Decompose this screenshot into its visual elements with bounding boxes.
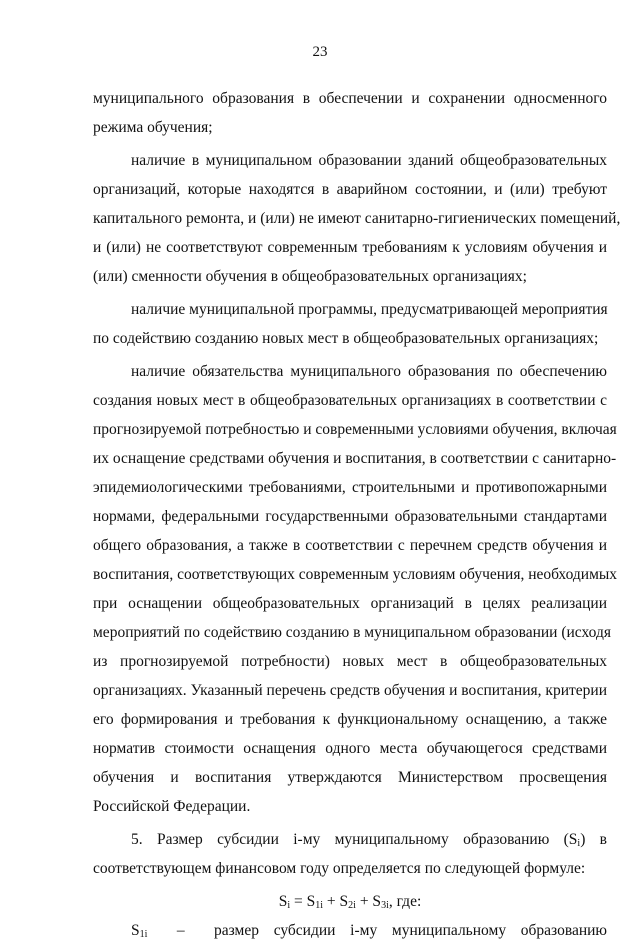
- text-line: мероприятий по содействию созданию в муниципальном образовании (исходя: [93, 624, 611, 641]
- definition-line: $S_{1i}$ – размер субсидии i-му муниципальному образованию: [131, 922, 607, 940]
- paragraph: [93, 825, 607, 883]
- formula: $S_i = S_{1i} + S_{2i} + S_{3i}$, где:: [278, 893, 422, 911]
- paragraph: [93, 84, 607, 142]
- text-line: обучения и воспитания утверждаются Министерством просвещения: [93, 769, 607, 786]
- text-line: капитального ремонта, и (или) не имеют санитарно-гигиенических помещений,: [93, 210, 621, 227]
- text-line: соответствующем финансовом году определяется по следующей формуле:: [93, 860, 586, 877]
- paragraph: [93, 357, 618, 821]
- text-line: прогнозируемой потребностью и современными условиями обучения, включая: [93, 421, 617, 438]
- text-line: при оснащении общеобразовательных организаций в целях реализации: [93, 595, 607, 612]
- text-line: Российской Федерации.: [93, 798, 251, 815]
- page-number: 23: [312, 44, 328, 60]
- text-line: муниципального образования в обеспечении и сохранении односменного: [93, 90, 607, 107]
- text-line: общего образования, а также в соответствии с перечнем средств обучения и: [93, 537, 607, 554]
- text-line: эпидемиологическими требованиями, строительными и противопожарными: [93, 479, 607, 496]
- text-line: по содействию созданию новых мест в общеобразовательных организациях;: [93, 330, 599, 347]
- text-line: 5. Размер субсидии i-му муниципальному образованию $(S_i)$ в: [131, 831, 608, 849]
- text-line: организаций, которые находятся в аварийном состоянии, и (или) требуют: [93, 181, 607, 198]
- text-line: наличие муниципальной программы, предусматривающей мероприятия: [131, 301, 608, 318]
- text-line: организациях. Указанный перечень средств обучения и воспитания, критерии: [93, 682, 607, 699]
- text-line: нормами, федеральными государственными образовательными стандартами: [93, 508, 607, 525]
- text-line: его формирования и требования к функциональному оснащению, а также: [93, 711, 607, 728]
- text-line: норматив стоимости оснащения одного места обучающегося средствами: [93, 740, 607, 757]
- text-line: воспитания, соответствующих современным условиям обучения, необходимых: [93, 566, 618, 583]
- text-line: создания новых мест в общеобразовательных организациях в соответствии с: [93, 392, 607, 409]
- text-line: режима обучения;: [93, 119, 213, 136]
- text-line: (или) сменности обучения в общеобразовательных организациях;: [93, 268, 527, 285]
- text-line: и (или) не соответствуют современным требованиям к условиям обучения и: [93, 239, 607, 256]
- text-line: наличие в муниципальном образовании зданий общеобразовательных: [131, 152, 607, 169]
- document-body: [93, 84, 621, 945]
- text-line: их оснащение средствами обучения и воспитания, в соответствии с санитарно-: [93, 450, 617, 467]
- paragraph: [93, 295, 607, 353]
- paragraph: [93, 146, 621, 291]
- text-line: наличие обязательства муниципального образования по обеспечению: [131, 363, 607, 380]
- text-line: из прогнозируемой потребности) новых мест в общеобразовательных: [93, 653, 607, 670]
